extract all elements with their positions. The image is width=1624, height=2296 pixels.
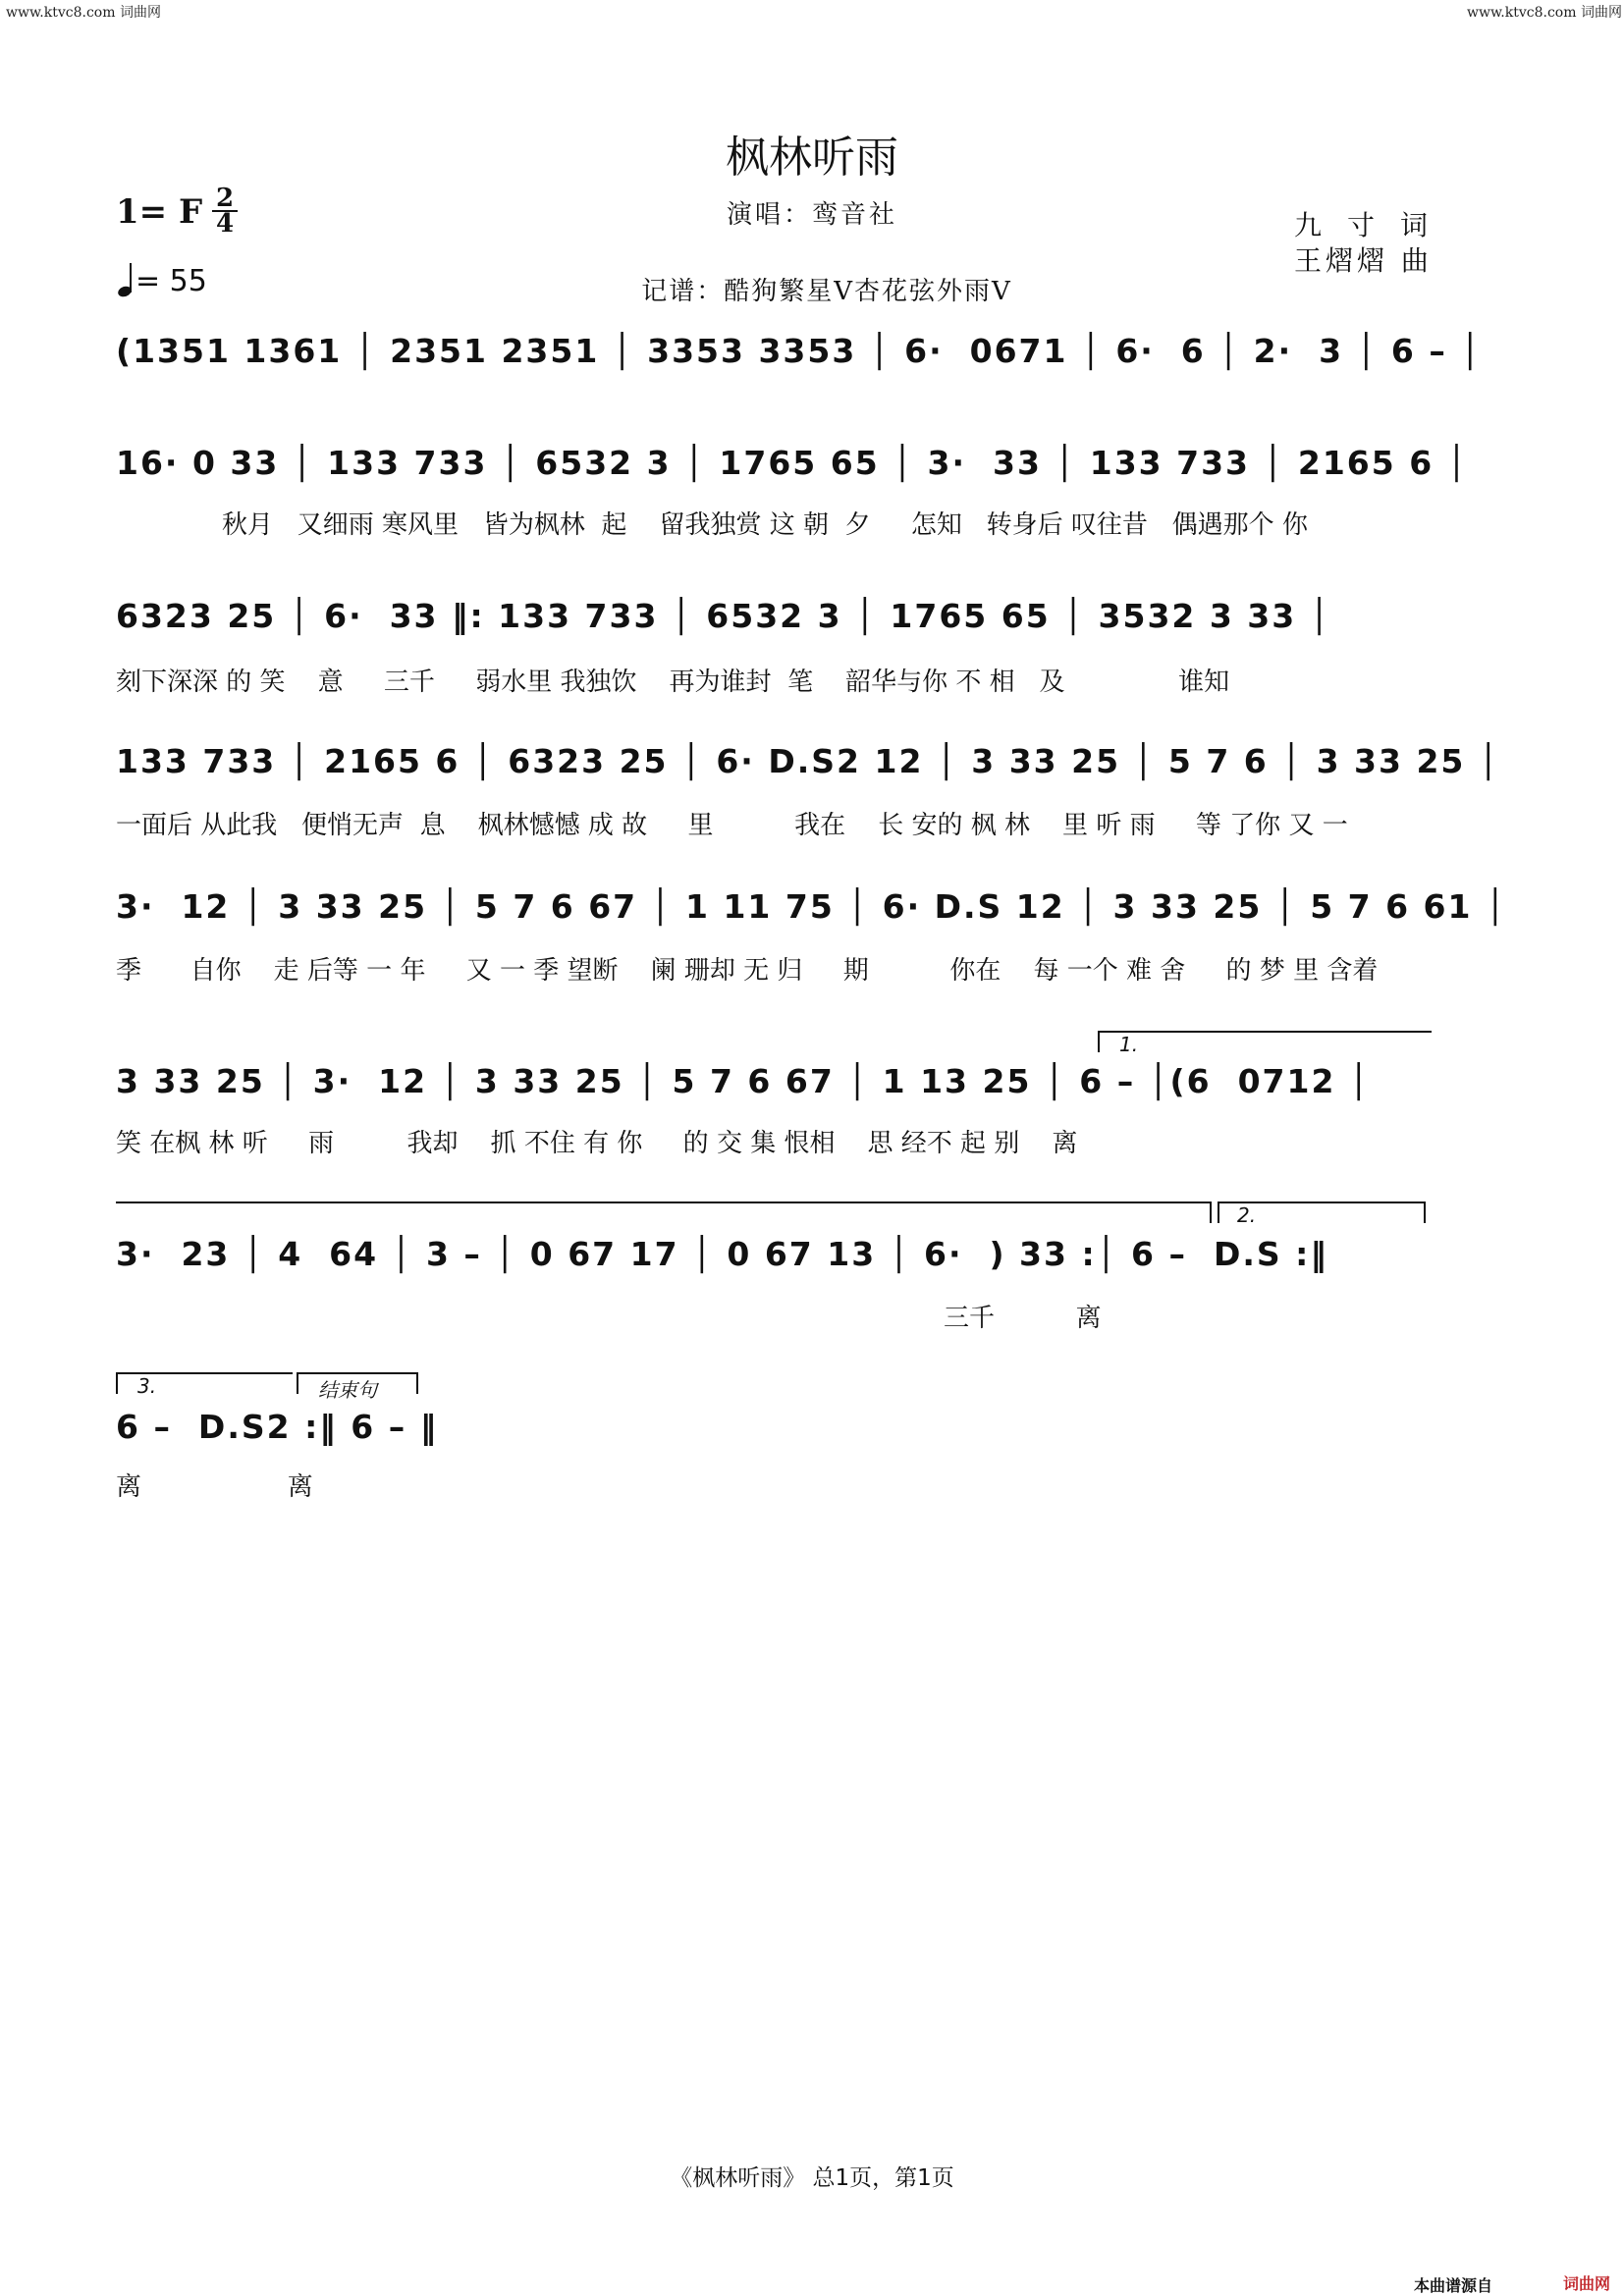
singer-credit: 演唱：鸾音社: [726, 200, 897, 230]
key-signature: 1= F: [116, 192, 203, 232]
volta-2-label: 2.: [1237, 1203, 1257, 1227]
lyrics-system-3: 刻下深深 的 笑 意 三千 弱水里 我独饮 再为谁封 笔 韶华与你 不 相 及 谁知: [116, 667, 1230, 697]
volta-2-edge-left: [1218, 1201, 1219, 1223]
lyrics-system-8: 离 离: [116, 1472, 313, 1502]
time-bottom: 4: [215, 209, 235, 239]
notes-system-7: 3· 23 │ 4 64 │ 3 – │ 0 67 17 │ 0 67 13 │ 6· ) 33 :│ 6 – D.S :‖: [116, 1235, 1328, 1273]
volta-1-label: 1.: [1119, 1033, 1139, 1056]
lyricist-credit: 九寸词: [1294, 209, 1454, 241]
transcriber-credit: 记谱：酷狗繁星V杏花弦外雨V: [641, 277, 1012, 306]
tempo-value: = 55: [135, 264, 207, 298]
lyrics-system-4: 一面后 从此我 便悄无声 息 枫林憾憾 成 故 里 我在 长 安的 枫 林 里 听 雨 等 了你 又 一: [116, 811, 1348, 840]
time-signature: [212, 184, 238, 239]
repeat-bracket-edge: [1210, 1201, 1212, 1223]
notes-system-2: 16· 0 33 │ 133 733 │ 6532 3 │ 1765 65 │ 3· 33 │ 133 733 │ 2165 6 │: [116, 444, 1469, 482]
volta-2-edge-right: [1424, 1201, 1426, 1223]
volta-1-line: [1098, 1031, 1432, 1033]
lyrics-system-7: 三千 离: [116, 1304, 1102, 1333]
notes-system-6: 3 33 25 │ 3· 12 │ 3 33 25 │ 5 7 6 67 │ 1 13 25 │ 6 – │(6 0712 │: [116, 1062, 1371, 1100]
lyrics-system-6: 笑 在枫 林 听 雨 我却 抓 不住 有 你 的 交 集 恨相 思 经不 起 别 离: [116, 1129, 1078, 1158]
composer-credit: 王熠熠 曲: [1294, 244, 1433, 277]
song-title: 枫林听雨: [726, 133, 898, 183]
site-logo: 词曲网: [1563, 2274, 1611, 2293]
source-note: 本曲谱源自: [1414, 2276, 1493, 2295]
repeat-bracket-line: [116, 1201, 1212, 1203]
notes-system-8: 6 – D.S2 :‖ 6 – ‖: [116, 1408, 439, 1446]
ending-edge-right: [416, 1372, 418, 1394]
volta-3-label: 3.: [137, 1374, 157, 1398]
lyrics-system-2: 秋月 又细雨 寒风里 皆为枫林 起 留我独赏 这 朝 夕 怎知 转身后 叹往昔 偶遇那个 你: [222, 510, 1308, 540]
lyrics-system-5: 季 自你 走 后等 一 年 又 一 季 望断 阑 珊却 无 归 期 你在 每 一个 难 舍 的 梦 里 含着: [116, 956, 1379, 986]
notes-system-5: 3· 12 │ 3 33 25 │ 5 7 6 67 │ 1 11 75 │ 6· D.S 12 │ 3 33 25 │ 5 7 6 61 │: [116, 887, 1507, 926]
time-top: 2: [215, 184, 235, 213]
watermark-left: www.ktvc8.com 词曲网: [6, 5, 161, 21]
watermark-right: www.ktvc8.com 词曲网: [1467, 5, 1622, 21]
volta-1-edge: [1098, 1031, 1100, 1052]
page-footer: 《枫林听雨》 总1页，第1页: [670, 2165, 954, 2191]
notes-system-1: (1351 1361 │ 2351 2351 │ 3353 3353 │ 6· 0671 │ 6· 6 │ 2· 3 │ 6 – │: [116, 332, 1483, 370]
volta-3-edge: [116, 1372, 118, 1394]
notes-system-3: 6323 25 │ 6· 33 ‖: 133 733 │ 6532 3 │ 1765 65 │ 3532 3 33 │: [116, 597, 1331, 635]
notes-system-4: 133 733 │ 2165 6 │ 6323 25 │ 6· D.S2 12 │ 3 33 25 │ 5 7 6 │ 3 33 25 │: [116, 742, 1500, 780]
ending-edge-left: [297, 1372, 298, 1394]
ending-label: 结束句: [318, 1378, 377, 1402]
